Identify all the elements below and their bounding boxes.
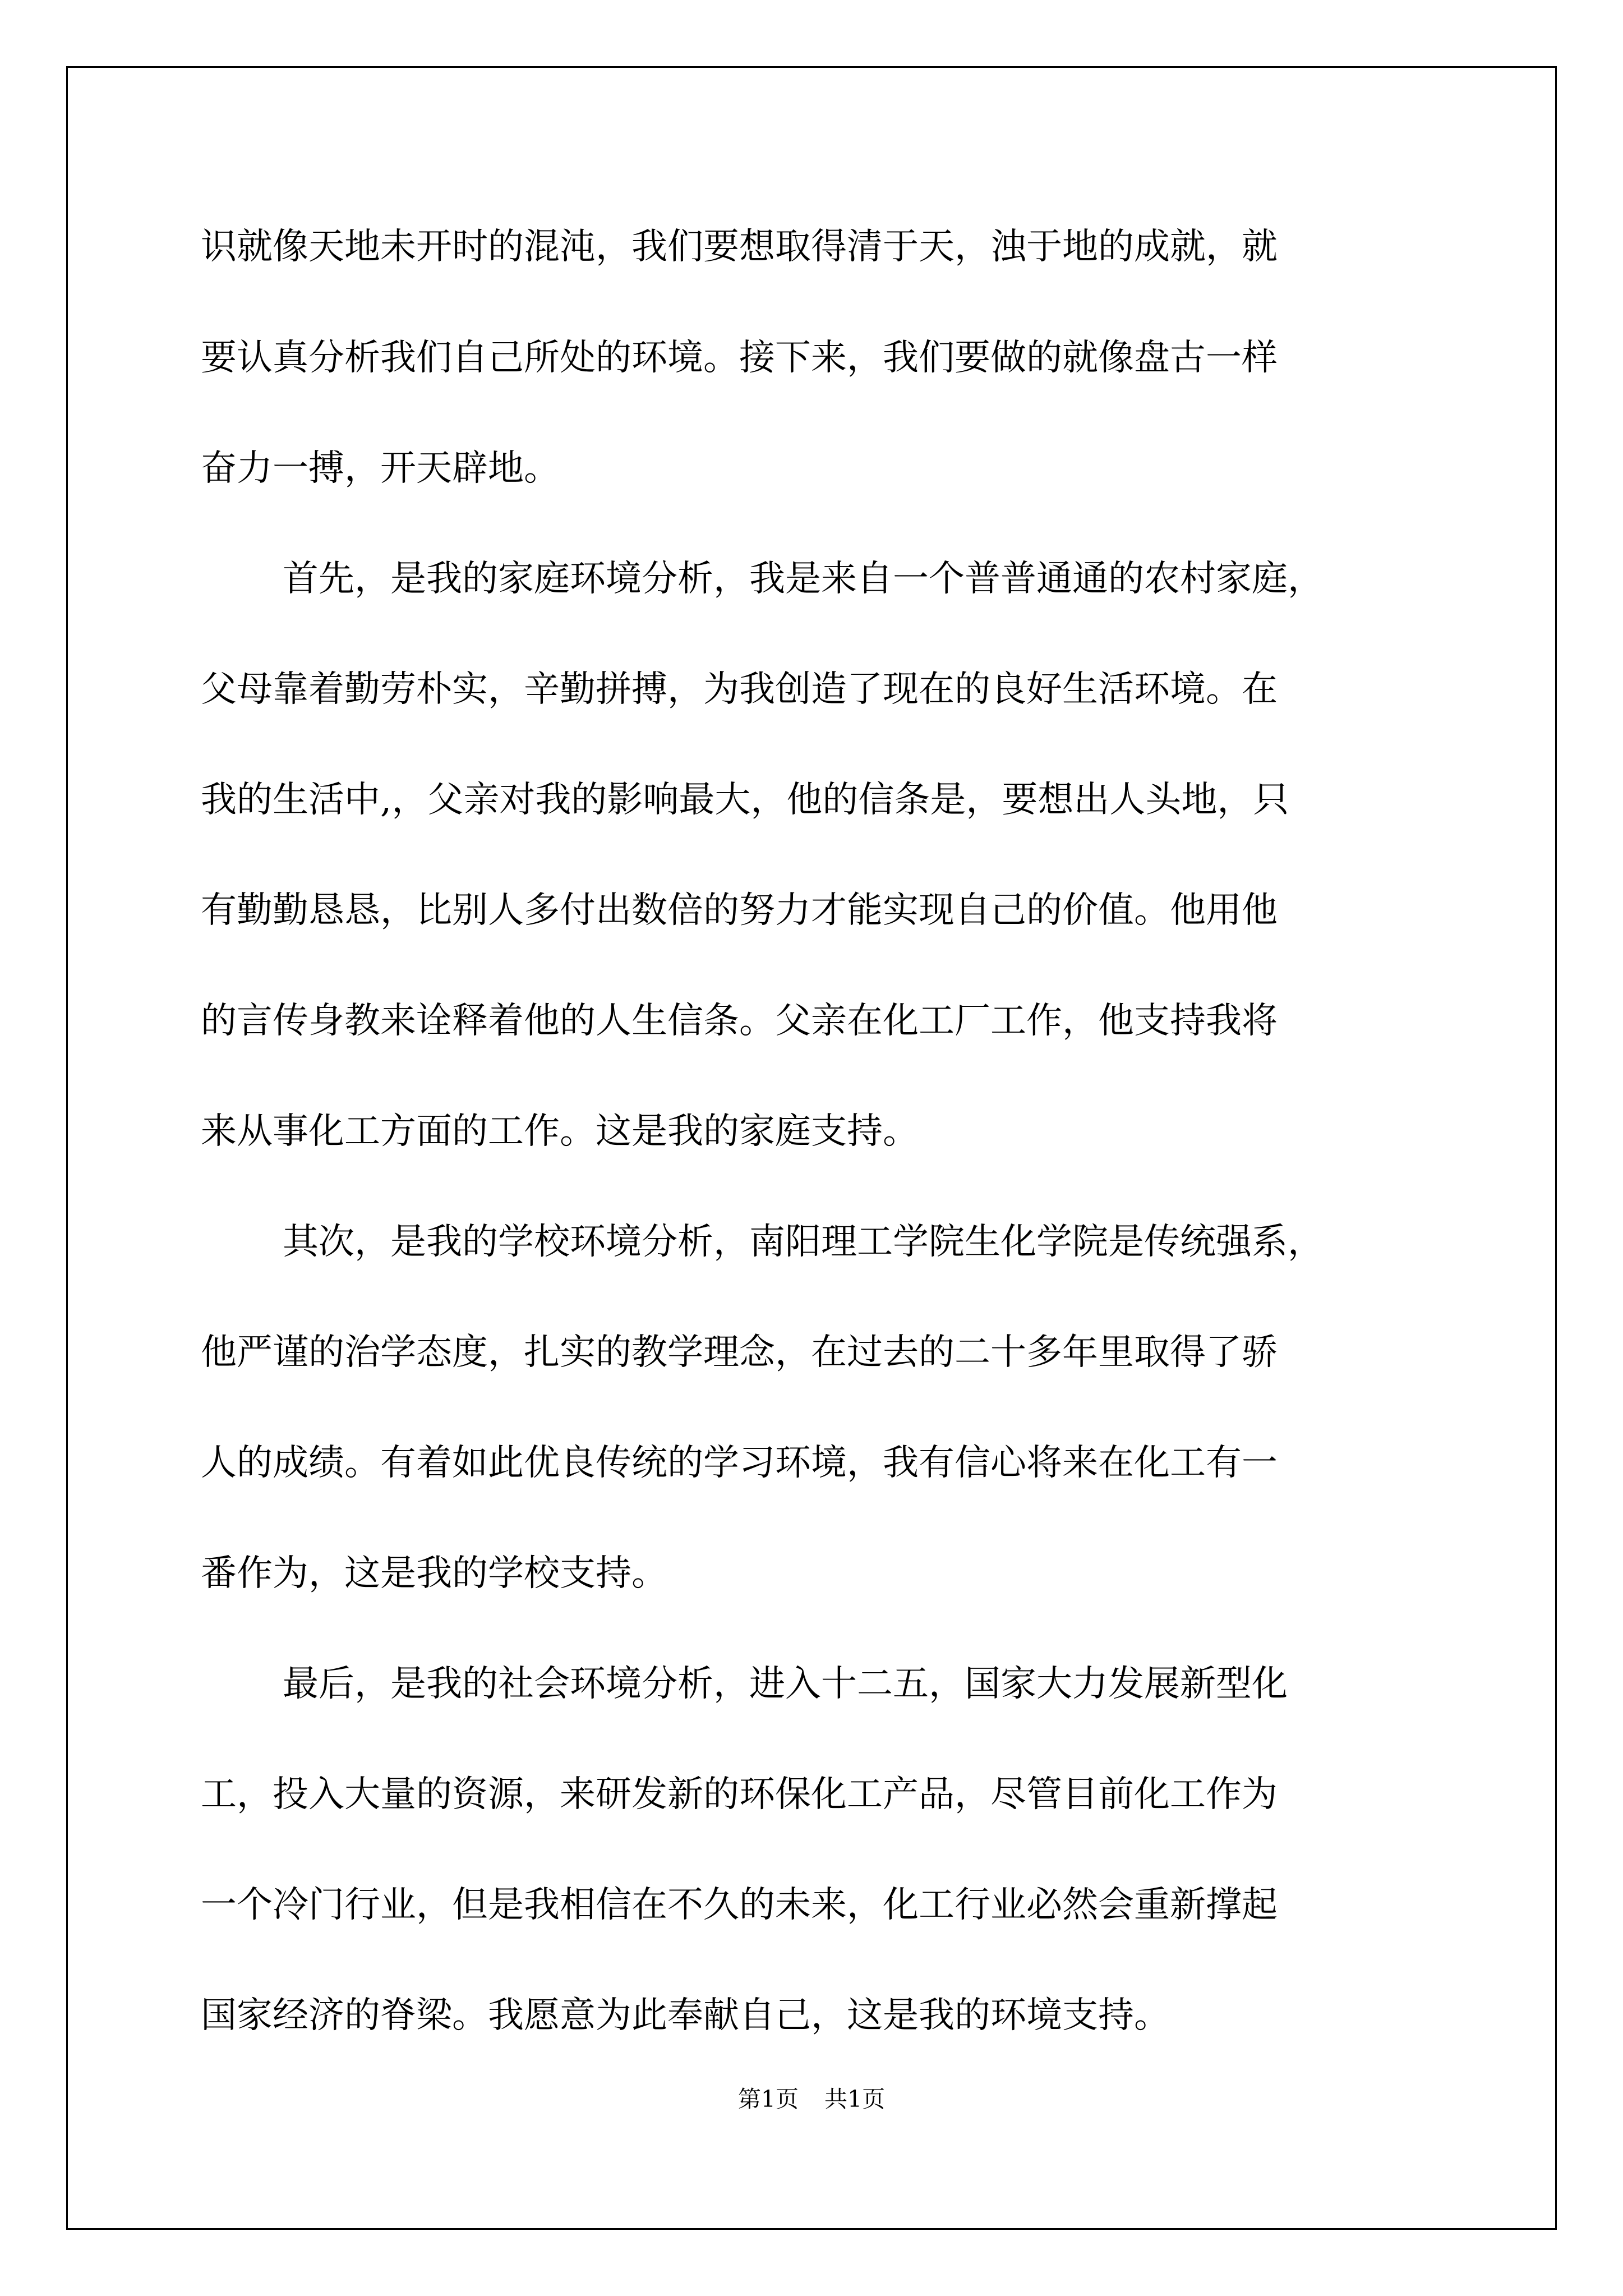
paragraph-line: 工，投入大量的资源，来研发新的环保化工产品，尽管目前化工作为 (201, 1774, 1278, 1815)
paragraph-line: 父母靠着勤劳朴实，辛勤拼搏，为我创造了现在的良好生活环境。在 (201, 669, 1278, 710)
page-number: 第1页 (737, 2086, 799, 2113)
paragraph-line: 国家经济的脊梁。我愿意为此奉献自己，这是我的环境支持。 (201, 1995, 1170, 2036)
paragraph-line: 一个冷门行业，但是我相信在不久的未来，化工行业必然会重新撑起 (201, 1884, 1278, 1926)
paragraph-line: 人的成绩。有着如此优良传统的学习环境，我有信心将来在化工有一 (201, 1442, 1278, 1484)
page-footer (0, 2088, 1623, 2111)
paragraph-line: 要认真分析我们自己所处的环境。接下来，我们要做的就像盘古一样 (201, 337, 1278, 379)
paragraph-line: 来从事化工方面的工作。这是我的家庭支持。 (201, 1111, 919, 1152)
page-total: 共1页 (824, 2086, 886, 2113)
paragraph-line: 我的生活中,，父亲对我的影响最大，他的信条是，要想出人头地，只 (201, 779, 1289, 821)
paragraph-line: 番作为，这是我的学校支持。 (201, 1553, 667, 1594)
paragraph-line: 识就像天地未开时的混沌，我们要想取得清于天，浊于地的成就，就 (201, 226, 1278, 268)
paragraph-line: 的言传身教来诠释着他的人生信条。父亲在化工厂工作，他支持我将 (201, 1000, 1278, 1042)
paragraph-first-line: 最后，是我的社会环境分析，进入十二五，国家大力发展新型化 (283, 1663, 1288, 1705)
paragraph-first-line: 首先，是我的家庭环境分析，我是来自一个普普通通的农村家庭， (283, 558, 1324, 600)
paragraph-line: 有勤勤恳恳，比别人多付出数倍的努力才能实现自己的价值。他用他 (201, 890, 1278, 931)
paragraph-line: 他严谨的治学态度，扎实的教学理念，在过去的二十多年里取得了骄 (201, 1332, 1278, 1373)
paragraph-first-line: 其次，是我的学校环境分析，南阳理工学院生化学院是传统强系， (283, 1221, 1324, 1263)
paragraph-line: 奋力一搏，开天辟地。 (201, 448, 560, 489)
